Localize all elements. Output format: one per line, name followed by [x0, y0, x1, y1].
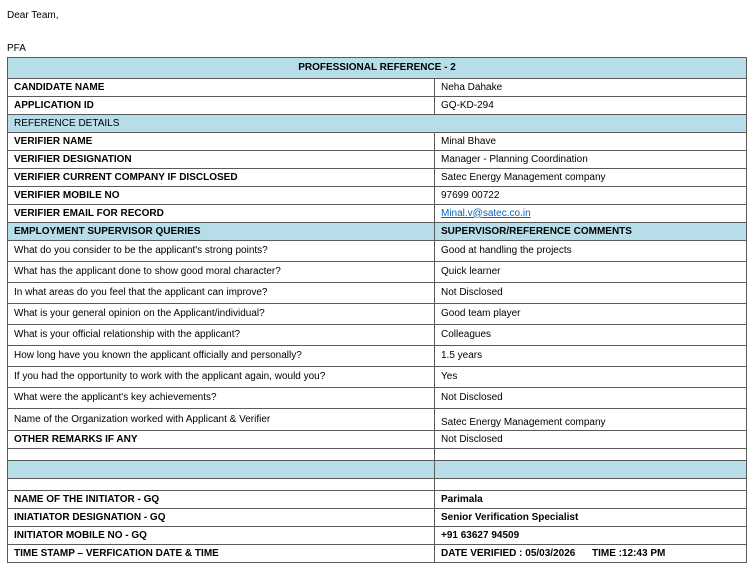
initiator-header-row [8, 461, 747, 479]
verifier-mobile-value: 97699 00722 [435, 187, 747, 205]
query-answer: Good team player [435, 304, 747, 325]
verifier-email-row [8, 205, 747, 223]
query-question: What were the applicant's key achievements? [8, 388, 435, 409]
table-title-row [8, 58, 747, 79]
verifier-designation-value: Manager - Planning Coordination [435, 151, 747, 169]
query-row [8, 241, 747, 262]
query-row [8, 262, 747, 283]
initiator-name-row [8, 491, 747, 509]
initiator-mobile-row [8, 527, 747, 545]
query-answer: Quick learner [435, 262, 747, 283]
verifier-email-label: VERIFIER EMAIL FOR RECORD [8, 205, 435, 223]
queries-header-right: SUPERVISOR/REFERENCE COMMENTS [435, 223, 747, 241]
initiator-designation-label: INIATIATOR DESIGNATION - GQ [8, 509, 435, 527]
verifier-name-label: VERIFIER NAME [8, 133, 435, 151]
timestamp-value: DATE VERIFIED : 05/03/2026 TIME :12:43 PM [435, 545, 747, 563]
verifier-mobile-row [8, 187, 747, 205]
candidate-name-label: CANDIDATE NAME [8, 79, 435, 97]
timestamp-row [8, 545, 747, 563]
verifier-designation-label: VERIFIER DESIGNATION [8, 151, 435, 169]
query-answer: Satec Energy Management company [435, 409, 747, 431]
verifier-email-link[interactable]: Minal.v@satec.co.in [441, 207, 531, 219]
query-answer: Yes [435, 367, 747, 388]
verifier-designation-row [8, 151, 747, 169]
greeting-text: Dear Team, [7, 10, 59, 21]
initiator-designation-row [8, 509, 747, 527]
table-title: PROFESSIONAL REFERENCE - 2 [8, 58, 747, 79]
query-question: How long have you known the applicant officially and personally? [8, 346, 435, 367]
spacer-cell [8, 449, 435, 461]
reference-details-heading: REFERENCE DETAILS [8, 115, 747, 133]
spacer-cell [435, 479, 747, 491]
initiator-name-value: Parimala [435, 491, 747, 509]
initiator-header-cell [435, 461, 747, 479]
query-row [8, 346, 747, 367]
queries-header-left: EMPLOYMENT SUPERVISOR QUERIES [8, 223, 435, 241]
pfa-text: PFA [7, 43, 26, 54]
query-question: If you had the opportunity to work with the applicant again, would you? [8, 367, 435, 388]
initiator-mobile-value: +91 63627 94509 [435, 527, 747, 545]
query-answer: 1.5 years [435, 346, 747, 367]
application-id-value: GQ-KD-294 [435, 97, 747, 115]
other-remarks-row [8, 431, 747, 449]
query-answer: Colleagues [435, 325, 747, 346]
reference-details-row [8, 115, 747, 133]
spacer-cell [8, 479, 435, 491]
queries-header-row [8, 223, 747, 241]
query-row [8, 304, 747, 325]
timestamp-label: TIME STAMP – VERFICATION DATE & TIME [8, 545, 435, 563]
initiator-header-cell [8, 461, 435, 479]
verifier-company-label: VERIFIER CURRENT COMPANY IF DISCLOSED [8, 169, 435, 187]
query-question: What is your official relationship with the applicant? [8, 325, 435, 346]
verifier-company-row [8, 169, 747, 187]
query-answer: Not Disclosed [435, 283, 747, 304]
query-question: Name of the Organization worked with Applicant & Verifier [8, 409, 435, 431]
query-row [8, 409, 747, 431]
query-row [8, 388, 747, 409]
verifier-name-row [8, 133, 747, 151]
query-answer: Not Disclosed [435, 388, 747, 409]
query-question: What has the applicant done to show good moral character? [8, 262, 435, 283]
initiator-name-label: NAME OF THE INITIATOR - GQ [8, 491, 435, 509]
verifier-email-cell [435, 205, 747, 223]
verifier-name-value: Minal Bhave [435, 133, 747, 151]
query-question: What is your general opinion on the Applicant/individual? [8, 304, 435, 325]
application-id-row [8, 97, 747, 115]
spacer-row [8, 449, 747, 461]
spacer-row [8, 479, 747, 491]
spacer-cell [435, 449, 747, 461]
candidate-name-value: Neha Dahake [435, 79, 747, 97]
query-row [8, 325, 747, 346]
query-question: In what areas do you feel that the applicant can improve? [8, 283, 435, 304]
query-answer: Good at handling the projects [435, 241, 747, 262]
verifier-company-value: Satec Energy Management company [435, 169, 747, 187]
other-remarks-label: OTHER REMARKS IF ANY [8, 431, 435, 449]
query-row [8, 367, 747, 388]
reference-table [7, 57, 747, 563]
verifier-mobile-label: VERIFIER MOBILE NO [8, 187, 435, 205]
candidate-name-row [8, 79, 747, 97]
initiator-mobile-label: INITIATOR MOBILE NO - GQ [8, 527, 435, 545]
query-row [8, 283, 747, 304]
application-id-label: APPLICATION ID [8, 97, 435, 115]
query-question: What do you consider to be the applicant's strong points? [8, 241, 435, 262]
other-remarks-value: Not Disclosed [435, 431, 747, 449]
initiator-designation-value: Senior Verification Specialist [435, 509, 747, 527]
